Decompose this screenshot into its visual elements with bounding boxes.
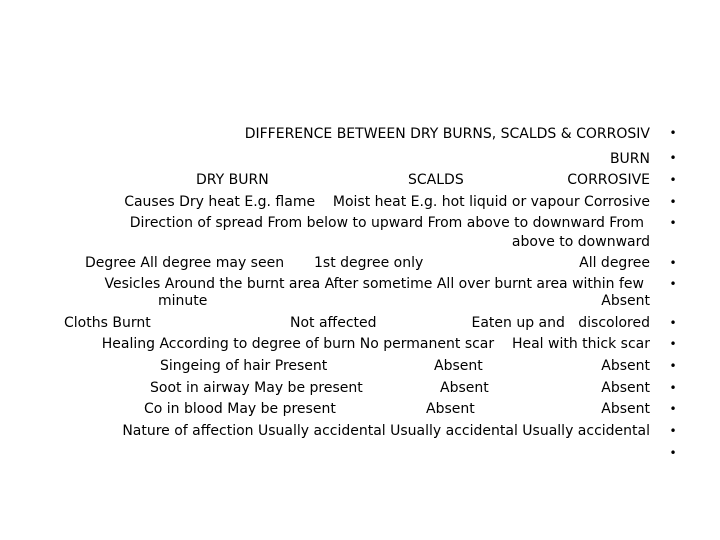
header-corrosive: CORROSIVE	[567, 172, 650, 188]
bullet-marker: •	[669, 424, 677, 438]
row-degree-corrosive: All degree	[579, 255, 650, 271]
row-vesicles: Vesicles Around the burnt area After sometime All over burnt area within few	[104, 276, 644, 292]
row-soot-scalds: Absent	[440, 380, 489, 396]
row-cloths-label: Cloths Burnt	[64, 315, 151, 331]
row-singeing-label: Singeing of hair Present	[160, 358, 328, 374]
bullet-marker: •	[669, 446, 677, 460]
bullet-marker: •	[669, 337, 677, 351]
row-co-label: Co in blood May be present	[144, 401, 336, 417]
row-soot-corrosive: Absent	[601, 380, 650, 396]
slide-title-continued: BURN	[609, 151, 650, 167]
row-singeing-scalds: Absent	[434, 358, 483, 374]
row-soot-label: Soot in airway May be present	[150, 380, 363, 396]
row-co-scalds: Absent	[426, 401, 475, 417]
row-direction-of-spread: Direction of spread From below to upward From above to downward From	[129, 215, 644, 231]
bullet-marker: •	[669, 402, 677, 416]
bullet-marker: •	[669, 359, 677, 373]
row-degree-dry: Degree All degree may seen	[85, 255, 285, 271]
bullet-marker: •	[669, 256, 677, 270]
row-vesicles-corrosive: Absent	[601, 293, 650, 309]
bullet-marker: •	[669, 195, 677, 209]
row-direction-of-spread-continued: above to downward	[511, 234, 650, 250]
bullet-marker: •	[669, 316, 677, 330]
row-nature-of-affection: Nature of affection Usually accidental Usually accidental Usually accidental	[122, 423, 650, 439]
bullet-marker: •	[669, 126, 677, 140]
row-vesicles-minute: minute	[158, 293, 208, 309]
bullet-marker: •	[669, 173, 677, 187]
slide-title: DIFFERENCE BETWEEN DRY BURNS, SCALDS & CORROSIV	[244, 126, 650, 142]
bullet-marker: •	[669, 151, 677, 165]
row-cloths-scalds: Not affected	[290, 315, 377, 331]
row-cloths-corrosive: Eaten up and discolored	[471, 315, 650, 331]
bullet-marker: •	[669, 216, 677, 230]
bullet-marker: •	[669, 277, 677, 291]
row-causes: Causes Dry heat E.g. flame Moist heat E.g. hot liquid or vapour Corrosive	[124, 194, 650, 210]
bullet-marker: •	[669, 381, 677, 395]
row-degree-scalds: 1st degree only	[314, 255, 424, 271]
row-healing: Healing According to degree of burn No permanent scar Heal with thick scar	[101, 336, 650, 352]
row-singeing-corrosive: Absent	[601, 358, 650, 374]
row-co-corrosive: Absent	[601, 401, 650, 417]
header-dry-burn: DRY BURN	[196, 172, 269, 188]
header-scalds: SCALDS	[408, 172, 464, 188]
